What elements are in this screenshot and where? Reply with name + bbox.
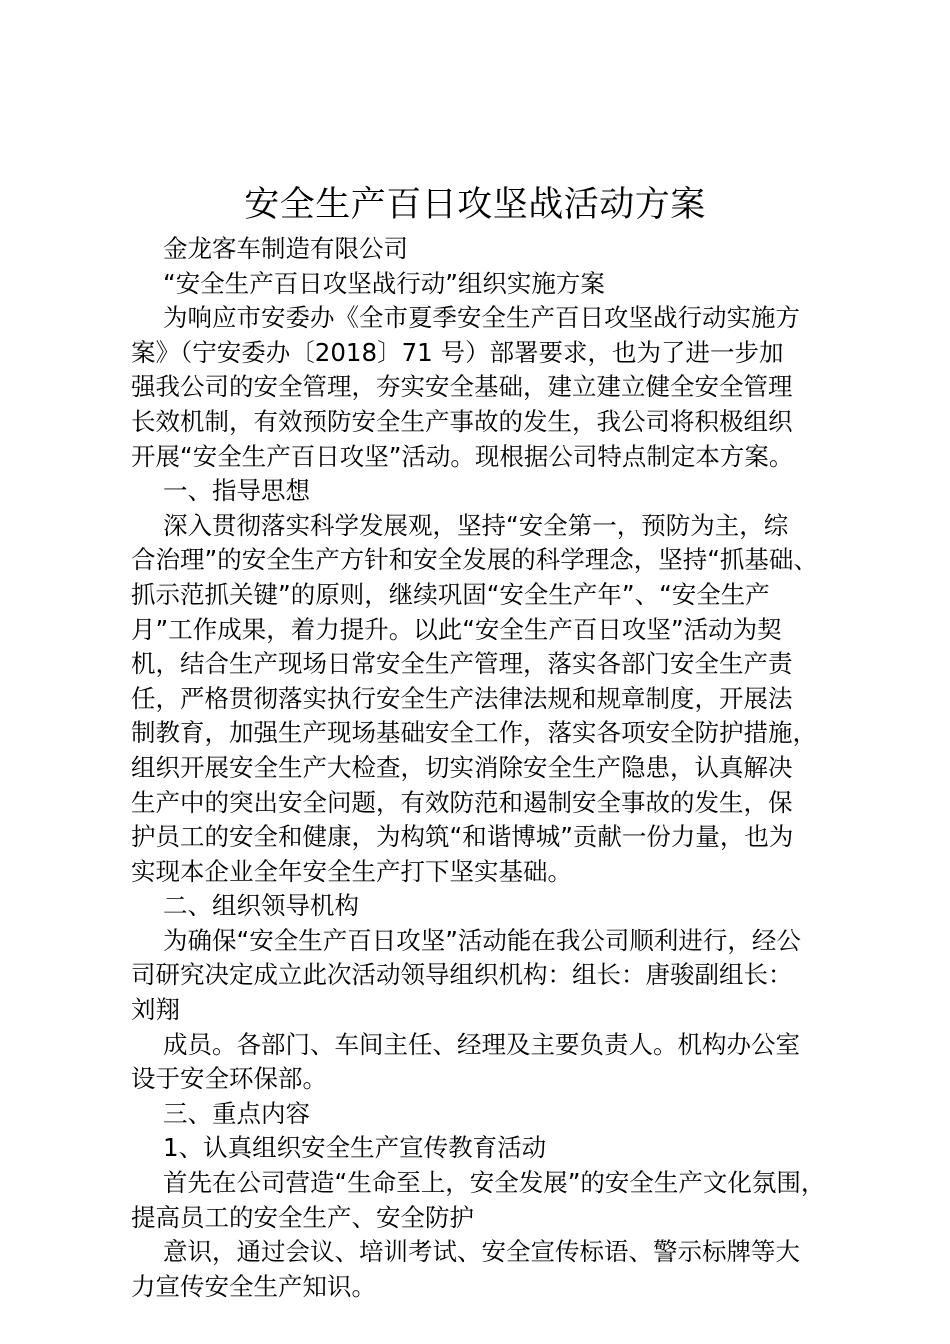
- section-heading-2: 二、组织领导机构: [163, 891, 359, 921]
- paragraph-line: 实现本企业全年安全生产打下坚实基础。: [131, 856, 572, 886]
- plan-subtitle-line: “安全生产百日攻坚战行动”组织实施方案: [163, 268, 605, 298]
- paragraph-line: 长效机制，有效预防安全生产事故的发生，我公司将积极组织: [131, 406, 793, 436]
- paragraph-line: 提高员工的安全生产、安全防护: [131, 1202, 474, 1232]
- paragraph-line: 制教育，加强生产现场基础安全工作，落实各项安全防护措施，: [131, 718, 817, 748]
- paragraph-line: 力宣传安全生产知识。: [131, 1271, 376, 1301]
- paragraph-line: 机，结合生产现场日常安全生产管理，落实各部门安全生产责: [131, 649, 793, 679]
- paragraph-line: 开展“安全生产百日攻坚”活动。现根据公司特点制定本方案。: [131, 441, 794, 471]
- paragraph-line: 护员工的安全和健康，为构筑“和谐博城”贡献一份力量，也为: [131, 822, 794, 852]
- section-heading-1: 一、指导思想: [163, 476, 310, 506]
- paragraph-line: 案》（宁安委办〔2018〕71 号）部署要求，也为了进一步加: [131, 337, 784, 367]
- paragraph-line: 设于安全环保部。: [131, 1064, 327, 1094]
- paragraph-line: 为确保“安全生产百日攻坚”活动能在我公司顺利进行，经公: [163, 925, 801, 955]
- paragraph-line: 抓示范抓关键”的原则，继续巩固“安全生产年”、“安全生产: [131, 579, 770, 609]
- paragraph-line: 生产中的突出安全问题，有效防范和遏制安全事故的发生，保: [131, 787, 793, 817]
- section-heading-3: 三、重点内容: [163, 1098, 310, 1128]
- paragraph-line: 意识，通过会议、培训考试、安全宣传标语、警示标牌等大: [163, 1237, 800, 1267]
- document-title: 安全生产百日攻坚战活动方案: [244, 185, 706, 225]
- paragraph-line: 任，严格贯彻落实执行安全生产法律法规和规章制度，开展法: [131, 683, 793, 713]
- paragraph-line: 司研究决定成立此次活动领导组织机构：组长：唐骏副组长：: [131, 960, 793, 990]
- paragraph-line: 为响应市安委办《全市夏季安全生产百日攻坚战行动实施方: [163, 303, 800, 333]
- paragraph-line: 成员。各部门、车间主任、经理及主要负责人。机构办公室: [163, 1029, 800, 1059]
- paragraph-line: 刘翔: [131, 995, 180, 1025]
- paragraph-line: 月”工作成果，着力提升。以此“安全生产百日攻坚”活动为契: [131, 614, 782, 644]
- subsection-heading: 1、认真组织安全生产宣传教育活动: [163, 1133, 547, 1163]
- document-body: [131, 232, 831, 1304]
- paragraph-line: 深入贯彻落实科学发展观，坚持“安全第一，预防为主，综: [163, 510, 789, 540]
- company-name-line: 金龙客车制造有限公司: [163, 234, 408, 263]
- paragraph-line: 合治理”的安全生产方针和安全发展的科学理念，坚持“抓基础、: [131, 545, 818, 575]
- paragraph-line: 组织开展安全生产大检查，切实消除安全生产隐患，认真解决: [131, 752, 793, 782]
- paragraph-line: 强我公司的安全管理，夯实安全基础，建立建立健全安全管理: [131, 372, 793, 402]
- paragraph-line: 首先在公司营造“生命至上，安全发展”的安全生产文化氛围，: [163, 1168, 826, 1198]
